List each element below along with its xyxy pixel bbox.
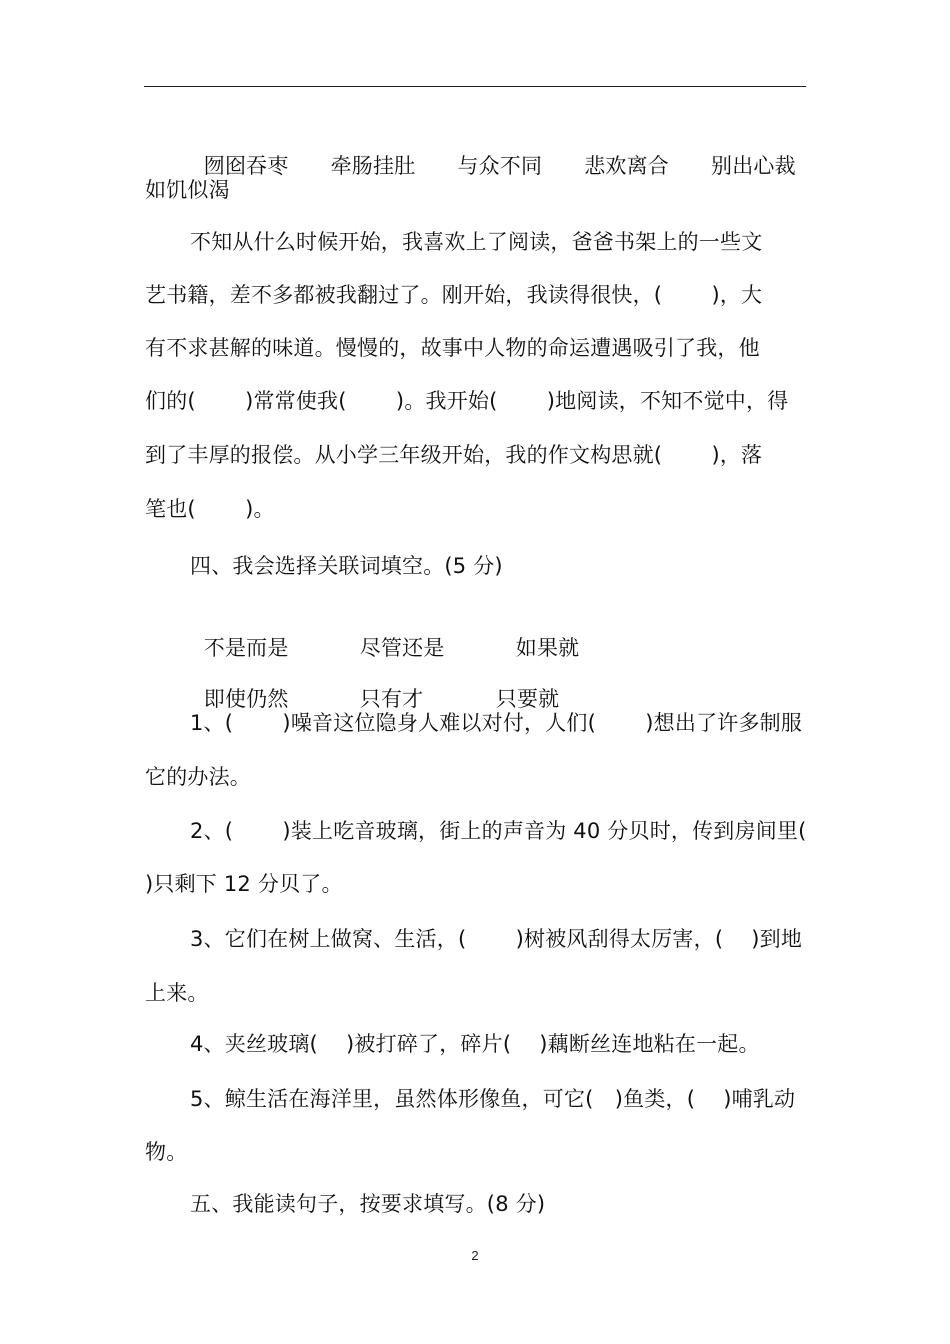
conjunction-row (190, 657, 810, 713)
question-line: 3、它们在树上做窝、生活，( )树被风刮得太厉害，( )到地 (190, 927, 803, 951)
idiom-item: 与众不同 (457, 154, 543, 178)
section-heading: 五、我能读句子，按要求填写。(8 分) (190, 1192, 546, 1216)
question-line: )只剩下 12 分贝了。 (145, 872, 343, 896)
idiom-item: 囫囵吞枣 (203, 154, 289, 178)
passage-line: 到了丰厚的报偿。从小学三年级开始，我的作文构思就( )，落 (145, 443, 763, 467)
question-line: 5、鲸生活在海洋里，虽然体形像鱼，可它( )鱼类，( )哺乳动 (190, 1087, 796, 1111)
idiom-item: 牵肠挂肚 (330, 154, 416, 178)
question-line: 它的办法。 (145, 765, 251, 789)
question-line: 物。 (145, 1140, 188, 1164)
page-number: 2 (471, 1248, 479, 1263)
idiom-item: 如饥似渴 (145, 178, 230, 202)
passage-line: 有不求甚解的味道。慢慢的，故事中人物的命运遭遇吸引了我，他 (145, 336, 760, 360)
question-line: 1、( )噪音这位隐身人难以对付，人们( )想出了许多制服 (190, 711, 803, 735)
idiom-row (190, 124, 810, 180)
conjunction-item: 尽管还是 (359, 636, 445, 660)
conjunction-item: 只要就 (495, 687, 560, 711)
header-rule (144, 86, 806, 87)
passage-line: 笔也( )。 (145, 497, 275, 521)
idiom-item: 别出心裁 (711, 154, 796, 178)
conjunction-item: 如果就 (515, 636, 580, 660)
conjunction-item: 即使仍然 (203, 687, 289, 711)
conjunction-row (190, 606, 810, 662)
question-line: 上来。 (145, 981, 209, 1005)
conjunction-item: 不是而是 (203, 636, 289, 660)
passage-line: 艺书籍，差不多都被我翻过了。刚开始，我读得很快，( )，大 (145, 283, 763, 307)
question-line: 2、( )装上吃音玻璃，街上的声音为 40 分贝时，传到房间里( (190, 819, 807, 843)
section-heading: 四、我会选择关联词填空。(5 分) (190, 554, 503, 578)
passage-line: 不知从什么时候开始，我喜欢上了阅读，爸爸书架上的一些文 (190, 230, 763, 254)
conjunction-item: 只有才 (359, 687, 424, 711)
idiom-item: 悲欢离合 (584, 154, 670, 178)
passage-line: 们的( )常常使我( )。我开始( )地阅读，不知不觉中，得 (145, 389, 789, 413)
question-line: 4、夹丝玻璃( )被打碎了，碎片( )藕断丝连地粘在一起。 (190, 1032, 760, 1056)
